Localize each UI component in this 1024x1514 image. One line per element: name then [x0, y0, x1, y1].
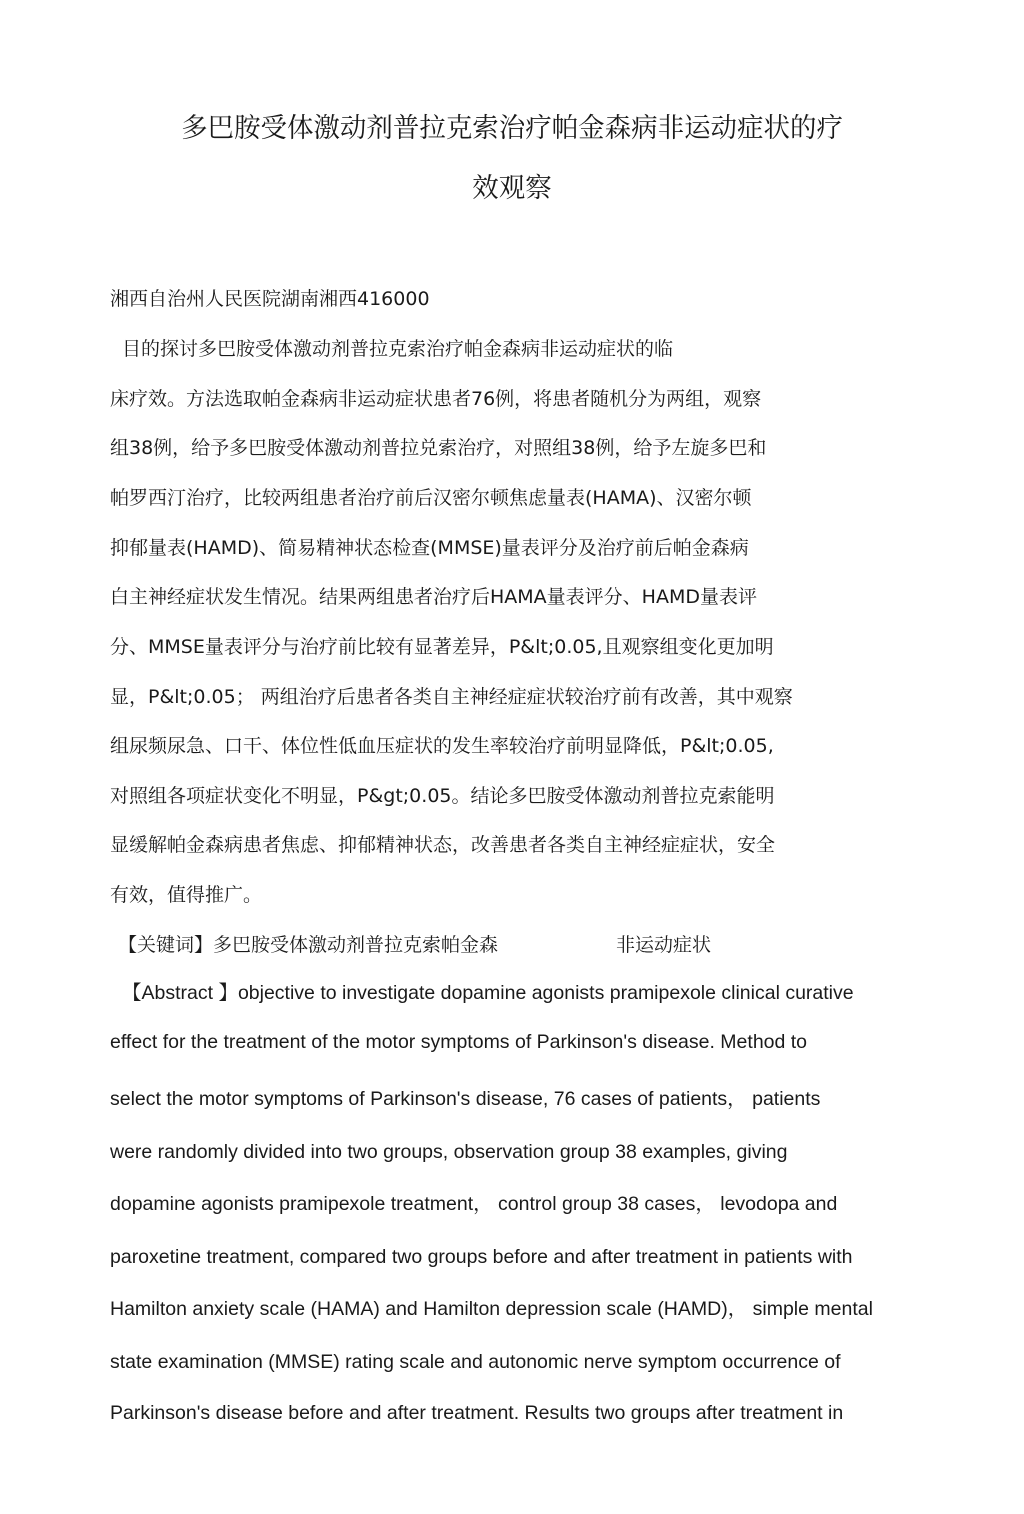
abstract-en-line: paroxetine treatment, compared two groups before and after treatment in patients with — [110, 1246, 853, 1268]
title-line-2: 效观察 — [472, 173, 552, 204]
abstract-cn-line: 床疗效。方法选取帕金森病非运动症状患者76例，将患者随机分为两组，观察 — [110, 388, 762, 410]
keywords-part-1: 多巴胺受体激动剂普拉克索帕金森 — [213, 934, 499, 956]
abstract-cn-line: 显，P&lt;0.05； 两组治疗后患者各类自主神经症症状较治疗前有改善，其中观察 — [110, 686, 793, 708]
affiliation: 湘西自治州人民医院湖南湘西416000 — [110, 288, 430, 310]
keywords-label: 【关键词】 — [118, 934, 214, 956]
abstract-cn-line: 组38例，给予多巴胺受体激动剂普拉兑索治疗，对照组38例，给予左旋多巴和 — [110, 437, 767, 459]
abstract-cn-line: 目的探讨多巴胺受体激动剂普拉克索治疗帕金森病非运动症状的临 — [122, 338, 674, 360]
abstract-cn-line: 帕罗西汀治疗，比较两组患者治疗前后汉密尔顿焦虑量表(HAMA)、汉密尔顿 — [110, 487, 752, 509]
abstract-en-line: state examination (MMSE) rating scale and autonomic nerve symptom occurrence of — [110, 1351, 841, 1373]
abstract-cn-line: 分、MMSE量表评分与治疗前比较有显著差异，P&lt;0.05,且观察组变化更加明 — [110, 636, 774, 658]
abstract-en-line: Hamilton anxiety scale (HAMA) and Hamilton depression scale (HAMD)， simple mental — [110, 1298, 873, 1320]
abstract-en-line: effect for the treatment of the motor symptoms of Parkinson's disease. Method to — [110, 1031, 808, 1053]
title-line-1: 多巴胺受体激动剂普拉克索治疗帕金森病非运动症状的疗 — [181, 113, 843, 144]
abstract-en-line: dopamine agonists pramipexole treatment， control group 38 cases， levodopa and — [110, 1193, 838, 1215]
abstract-en-line: select the motor symptoms of Parkinson's disease, 76 cases of patients， patients — [110, 1088, 821, 1110]
abstract-cn-line: 显缓解帕金森病患者焦虑、抑郁精神状态，改善患者各类自主神经症症状，安全 — [110, 834, 776, 856]
abstract-en-line: Parkinson's disease before and after treatment. Results two groups after treatment in — [110, 1402, 844, 1424]
abstract-en-line: were randomly divided into two groups, observation group 38 examples, giving — [110, 1141, 788, 1163]
abstract-cn-line: 抑郁量表(HAMD)、简易精神状态检查(MMSE)量表评分及治疗前后帕金森病 — [110, 537, 749, 559]
abstract-cn-line: 对照组各项症状变化不明显，P&gt;0.05。结论多巴胺受体激动剂普拉克索能明 — [110, 785, 775, 807]
abstract-en-line: 【Abstract 】objective to investigate dopamine agonists pramipexole clinical curative — [122, 982, 854, 1004]
keywords-part-2: 非运动症状 — [616, 934, 712, 956]
abstract-cn-line: 白主神经症状发生情况。结果两组患者治疗后HAMA量表评分、HAMD量表评 — [110, 586, 757, 608]
abstract-cn-line: 组尿频尿急、口干、体位性低血压症状的发生率较治疗前明显降低，P&lt;0.05, — [110, 735, 774, 757]
keywords-line — [118, 933, 711, 957]
abstract-cn-line: 有效，值得推广。 — [110, 884, 263, 906]
